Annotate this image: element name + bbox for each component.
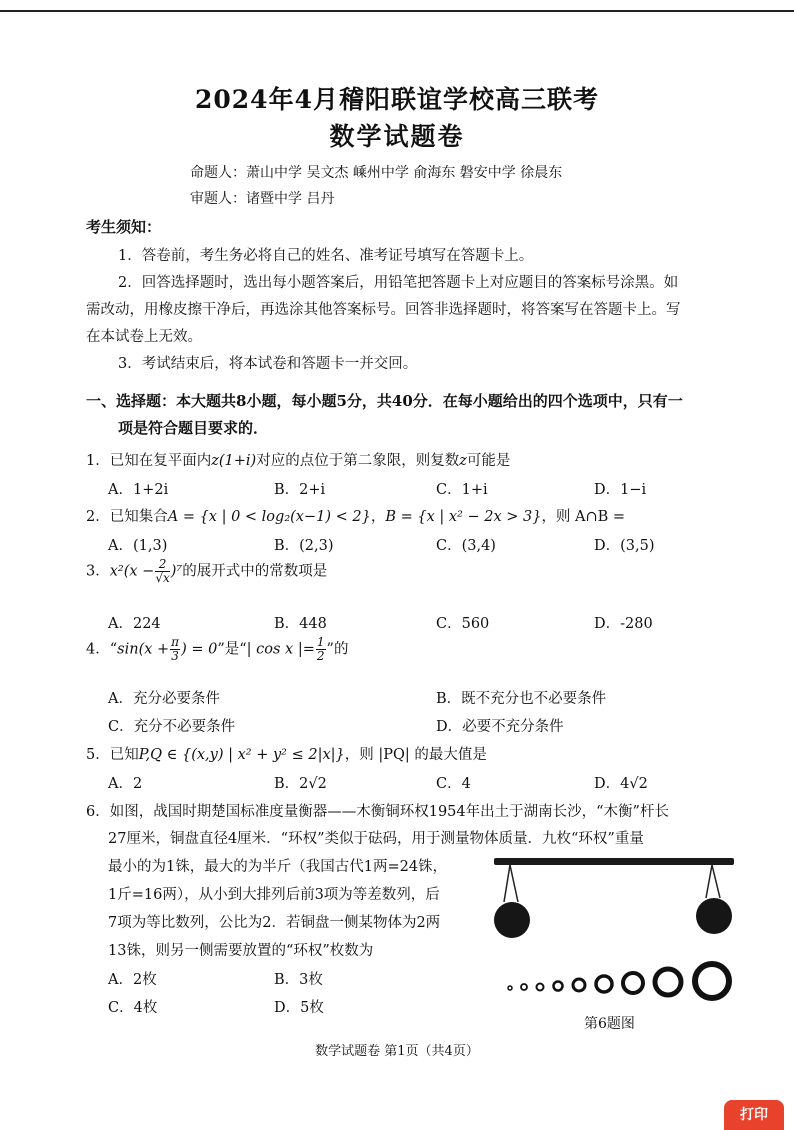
notice-title: 考生须知： bbox=[86, 218, 162, 236]
question-3: 3．x²(x − $\frac{2}{√x}$ )⁷的展开式中的常数项是 bbox=[86, 557, 328, 585]
wooden-beam bbox=[494, 858, 734, 865]
notice-item-3: 3．考试结束后，将本试卷和答题卡一并交回。 bbox=[118, 356, 418, 372]
q2-option-d: D．(3,5) bbox=[594, 538, 655, 554]
q6-option-c: C．4枚 bbox=[108, 1000, 158, 1016]
q1-option-c: C．1+i bbox=[436, 482, 488, 498]
q1-option-b: B．2+i bbox=[274, 482, 326, 498]
ring-weight-6 bbox=[596, 976, 612, 992]
q4-pi-fraction: $\frac{\pi}{3}$ bbox=[171, 635, 180, 663]
authors-line: 命题人：萧山中学 吴文杰 嵊州中学 俞海东 磐安中学 徐晨东 bbox=[190, 165, 563, 181]
q4-option-a: A．充分必要条件 bbox=[108, 691, 220, 707]
reviewer-line: 审题人：诸暨中学 吕丹 bbox=[190, 191, 335, 207]
q5-option-a: A．2 bbox=[108, 776, 143, 792]
ring-weight-5 bbox=[573, 979, 585, 991]
ring-weight-4 bbox=[554, 982, 563, 991]
q6-option-a: A．2枚 bbox=[108, 972, 157, 988]
right-pan bbox=[696, 898, 732, 934]
balance-beam-group bbox=[494, 858, 734, 938]
question-6-line-6: 13铢，则另一侧需要放置的“环权”枚数为 bbox=[108, 943, 374, 959]
q2-option-a: A．(1,3) bbox=[108, 538, 168, 554]
top-border-line bbox=[0, 10, 794, 12]
question-6-line-4: 1斤=16两），从小到大排列后前3项为等差数列，后 bbox=[108, 887, 440, 903]
ring-weight-9 bbox=[695, 964, 729, 998]
right-string-2 bbox=[712, 865, 720, 898]
balance-figure bbox=[488, 848, 748, 1008]
q1-expression: z(1+i) bbox=[211, 453, 257, 469]
q4-option-b: B．既不充分也不必要条件 bbox=[436, 691, 607, 707]
question-2: 2．已知集合A = {x | 0 < log₂(x−1) < 2}，B = {x | x² − 2x > 3}，则 A∩B = bbox=[86, 509, 626, 525]
page-footer: 数学试题卷 第1页（共4页） bbox=[315, 1044, 479, 1059]
question-6-line-5: 7项为等比数列，公比为2．若铜盘一侧某物体为2两 bbox=[108, 915, 441, 931]
left-string-2 bbox=[510, 865, 518, 902]
ring-weights bbox=[508, 964, 729, 998]
q4-half-fraction: $\frac{1}{2}$ bbox=[316, 635, 325, 663]
question-6-line-2: 27厘米，铜盘直径4厘米．“环权”类似于砝码，用于测量物体质量．九枚“环权”重量 bbox=[108, 831, 644, 847]
left-string-1 bbox=[504, 865, 510, 902]
notice-item-2-cont: 需改动，用橡皮擦干净后，再选涂其他答案标号。回答非选择题时，将答案写在答题卡上。写 bbox=[86, 302, 681, 318]
q3-option-a: A．224 bbox=[108, 616, 161, 632]
q4-option-c: C．充分不必要条件 bbox=[108, 719, 236, 735]
q1-option-d: D．1−i bbox=[594, 482, 647, 498]
ring-weight-7 bbox=[623, 973, 643, 993]
q3-option-b: B．448 bbox=[274, 616, 327, 632]
q2-option-b: B．(2,3) bbox=[274, 538, 334, 554]
q3-option-c: C．560 bbox=[436, 616, 490, 632]
q5-set: P,Q ∈ {(x,y) | x² + y² ≤ 2|x|} bbox=[138, 747, 345, 763]
right-string-1 bbox=[706, 865, 712, 898]
notice-item-1: 1．答卷前，考生务必将自己的姓名、准考证号填写在答题卡上。 bbox=[118, 248, 534, 264]
q1-option-a: A．1+2i bbox=[108, 482, 169, 498]
ring-weight-8 bbox=[655, 969, 681, 995]
section-heading-cont: 项是符合题目要求的． bbox=[118, 419, 269, 437]
q6-option-d: D．5枚 bbox=[274, 1000, 324, 1016]
ring-weight-2 bbox=[521, 984, 527, 990]
print-badge[interactable]: 打印 bbox=[724, 1100, 784, 1130]
figure-caption: 第6题图 bbox=[584, 1016, 635, 1032]
q2-option-c: C．(3,4) bbox=[436, 538, 496, 554]
ring-weight-1 bbox=[508, 986, 512, 990]
exam-title: 2024年4月稽阳联谊学校高三联考 bbox=[195, 85, 599, 114]
notice-item-2-end: 在本试卷上无效。 bbox=[86, 329, 202, 345]
question-6: 6．如图，战国时期楚国标准度量衡器——木衡铜环权1954年出土于湖南长沙，“木衡”杆长 bbox=[86, 804, 669, 820]
q4-option-d: D．必要不充分条件 bbox=[436, 719, 564, 735]
exam-subtitle: 数学试题卷 bbox=[329, 122, 465, 151]
question-1: 1．已知在复平面内z(1+i)对应的点位于第二象限，则复数z可能是 bbox=[86, 453, 511, 469]
ring-weight-3 bbox=[537, 984, 544, 991]
section-heading: 一、选择题：本大题共8小题，每小题5分，共40分．在每小题给出的四个选项中，只有一 bbox=[86, 392, 683, 410]
q3-fraction: $\frac{2}{√x}$ bbox=[155, 557, 170, 585]
q5-option-b: B．2√2 bbox=[274, 776, 327, 792]
question-6-line-3: 最小的为1铢，最大的为半斤（我国古代1两=24铢， bbox=[108, 859, 448, 875]
q5-option-d: D．4√2 bbox=[594, 776, 648, 792]
q2-set-a: A = {x | 0 < log₂(x−1) < 2} bbox=[167, 509, 371, 525]
notice-item-2: 2．回答选择题时，选出每小题答案后，用铅笔把答题卡上对应题目的答案标号涂黑。如 bbox=[118, 275, 679, 291]
left-pan bbox=[494, 902, 530, 938]
q5-option-c: C．4 bbox=[436, 776, 471, 792]
q6-option-b: B．3枚 bbox=[274, 972, 323, 988]
q3-option-d: D．-280 bbox=[594, 616, 653, 632]
question-4: 4．“sin(x + $\frac{\pi}{3}$ ) = 0”是“| cos x |= $\frac{1}{2}$ ”的 bbox=[86, 635, 349, 663]
question-5: 5．已知P,Q ∈ {(x,y) | x² + y² ≤ 2|x|}，则 |PQ| 的最大值是 bbox=[86, 747, 487, 763]
q2-set-b: B = {x | x² − 2x > 3} bbox=[385, 509, 542, 525]
